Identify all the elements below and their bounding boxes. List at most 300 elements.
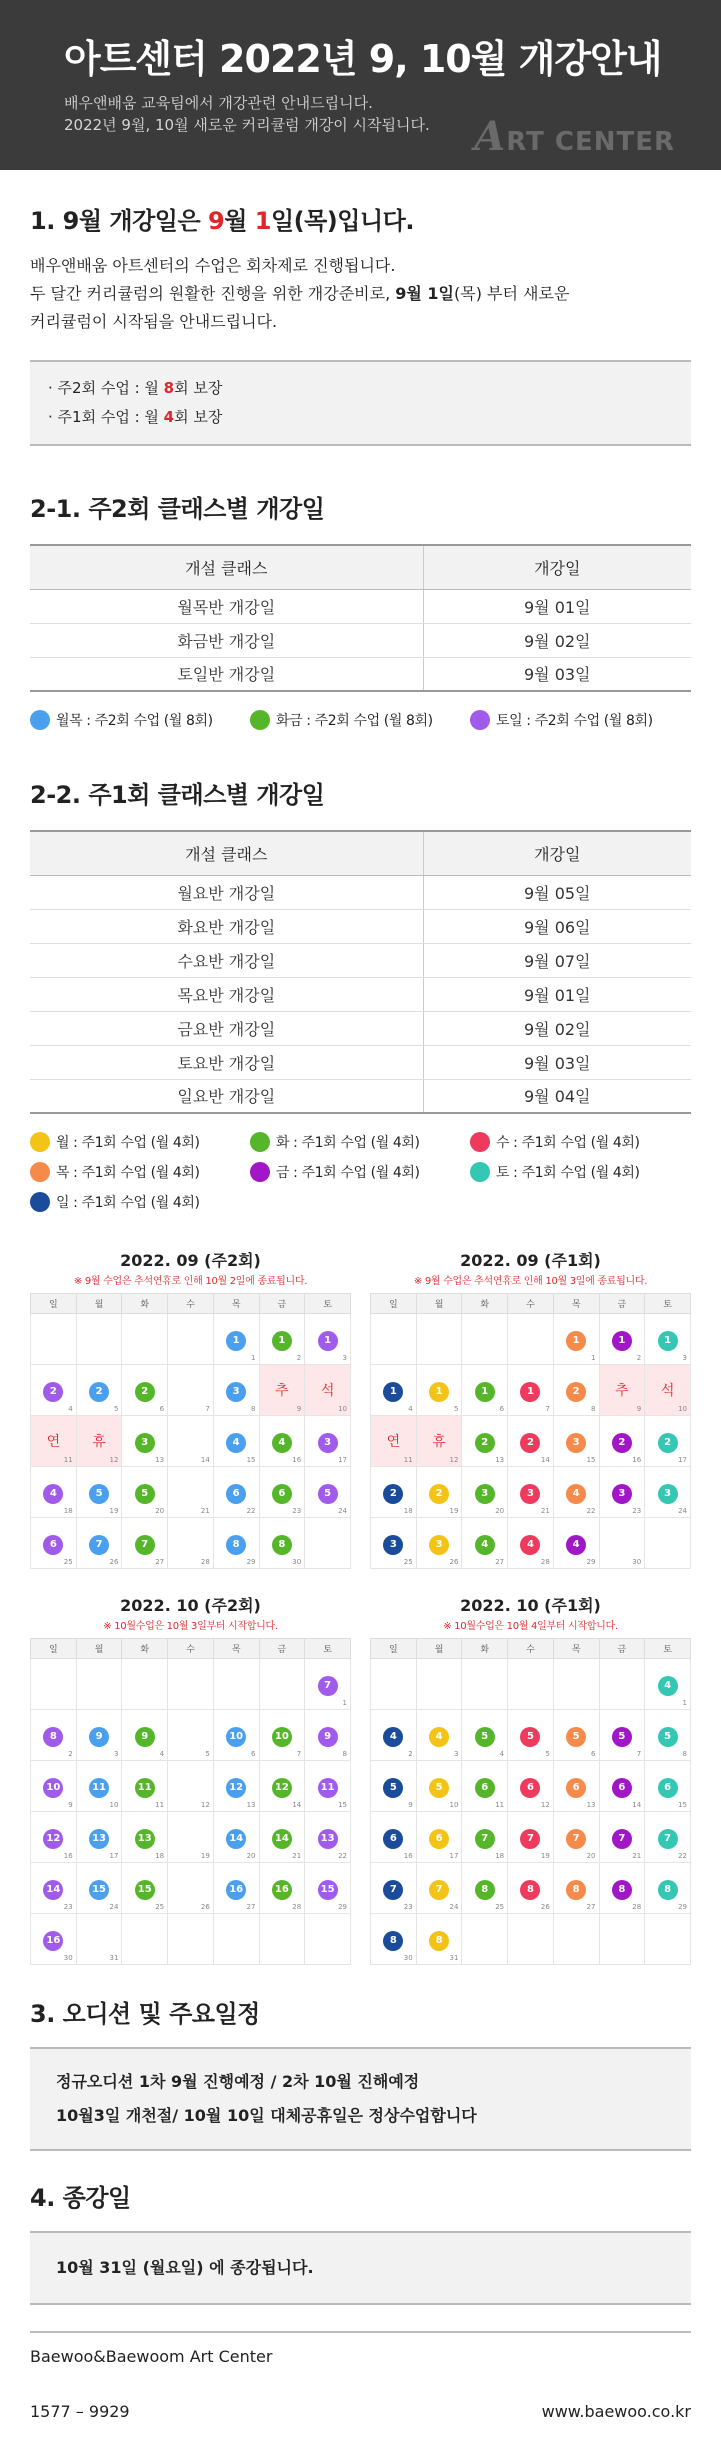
weekday-header: 수 bbox=[168, 1294, 214, 1314]
legend-dot-icon bbox=[30, 1162, 50, 1182]
calendar-day bbox=[371, 1416, 417, 1467]
calendar-day bbox=[508, 1467, 554, 1518]
day-number: 30 bbox=[632, 1558, 642, 1566]
calendar-week bbox=[31, 1710, 351, 1761]
calendar-day bbox=[213, 1365, 259, 1416]
day-number: 17 bbox=[678, 1456, 687, 1464]
section-2-1-title: 2-1. 주2회 클래스별 개강일 bbox=[30, 495, 325, 523]
calendar-day bbox=[416, 1365, 462, 1416]
calendar-day bbox=[168, 1914, 214, 1965]
calendar-day bbox=[31, 1314, 77, 1365]
day-number: 11 bbox=[63, 1456, 73, 1464]
weekday-header: 금 bbox=[259, 1294, 305, 1314]
weekday-header: 토 bbox=[645, 1294, 691, 1314]
calendar-day bbox=[508, 1518, 554, 1569]
calendar-week bbox=[31, 1416, 351, 1467]
class-session-marker: 3 bbox=[658, 1484, 678, 1504]
calendar-note: ※ 9월 수업은 추석연휴로 인해 10월 3일에 종료됩니다. bbox=[413, 1276, 648, 1287]
weekday-header: 토 bbox=[305, 1294, 351, 1314]
class-session-marker: 13 bbox=[135, 1829, 155, 1849]
class-session-marker: 15 bbox=[89, 1880, 109, 1900]
calendar-day bbox=[416, 1467, 462, 1518]
calendar-day bbox=[645, 1761, 691, 1812]
legend-label: 수 : 주1회 수업 (월 4회) bbox=[496, 1135, 640, 1151]
class-session-marker: 1 bbox=[318, 1331, 338, 1351]
day-number: 9 bbox=[68, 1801, 73, 1809]
class-session-marker: 1 bbox=[658, 1331, 678, 1351]
day-number: 4 bbox=[499, 1750, 505, 1758]
class-session-marker: 11 bbox=[135, 1778, 155, 1798]
day-number: 15 bbox=[338, 1801, 347, 1809]
class-session-marker: 14 bbox=[226, 1829, 246, 1849]
legend-item bbox=[30, 710, 250, 730]
calendar-week bbox=[371, 1812, 691, 1863]
class-session-marker: 8 bbox=[226, 1535, 246, 1555]
legend-dot-icon bbox=[30, 1132, 50, 1152]
section-1-paragraph bbox=[30, 252, 691, 336]
month-calendar bbox=[370, 1242, 691, 1569]
calendar-day bbox=[462, 1314, 508, 1365]
legend-label: 월 : 주1회 수업 (월 4회) bbox=[56, 1135, 200, 1151]
calendar-day bbox=[599, 1914, 645, 1965]
calendar-day bbox=[462, 1863, 508, 1914]
day-number: 27 bbox=[246, 1903, 256, 1911]
month-calendar bbox=[370, 1587, 691, 1965]
calendar-day bbox=[645, 1365, 691, 1416]
calendar-day bbox=[31, 1467, 77, 1518]
calendar-table bbox=[370, 1638, 691, 1965]
day-number: 2 bbox=[636, 1354, 642, 1362]
day-number: 16 bbox=[632, 1456, 642, 1464]
day-number: 23 bbox=[632, 1507, 642, 1515]
calendar-day bbox=[462, 1710, 508, 1761]
weekday-header: 금 bbox=[599, 1294, 645, 1314]
calendar-day bbox=[76, 1314, 122, 1365]
calendar-day bbox=[599, 1365, 645, 1416]
calendar-day bbox=[645, 1710, 691, 1761]
opening-date-cell: 9월 05일 bbox=[423, 875, 691, 909]
calendar-day bbox=[553, 1518, 599, 1569]
calendar-week bbox=[371, 1710, 691, 1761]
class-session-marker: 13 bbox=[89, 1829, 109, 1849]
calendar-day bbox=[259, 1863, 305, 1914]
legend-item bbox=[470, 1132, 691, 1152]
day-number: 14 bbox=[632, 1801, 642, 1809]
day-number: 12 bbox=[200, 1801, 210, 1809]
calendar-day bbox=[305, 1659, 351, 1710]
calendar-day bbox=[31, 1812, 77, 1863]
opening-date-cell: 9월 06일 bbox=[423, 909, 691, 943]
para-bold-date: 9월 1일 bbox=[395, 284, 455, 303]
class-session-marker: 4 bbox=[520, 1535, 540, 1555]
calendar-day bbox=[122, 1659, 168, 1710]
table-row bbox=[30, 943, 691, 977]
calendar-day bbox=[416, 1710, 462, 1761]
art-center-logo bbox=[474, 113, 675, 160]
class-session-marker: 4 bbox=[658, 1676, 678, 1696]
calendar-title: 2022. 09 (주1회) bbox=[460, 1251, 601, 1270]
calendar-day bbox=[305, 1467, 351, 1518]
weekday-row bbox=[371, 1294, 691, 1314]
col-header-date: 개강일 bbox=[423, 545, 691, 589]
day-number: 18 bbox=[155, 1852, 165, 1860]
calendar-day bbox=[645, 1416, 691, 1467]
day-number: 12 bbox=[540, 1801, 550, 1809]
class-session-marker: 2 bbox=[566, 1382, 586, 1402]
class-session-marker: 7 bbox=[612, 1829, 632, 1849]
calendar-day bbox=[213, 1467, 259, 1518]
class-session-marker: 11 bbox=[318, 1778, 338, 1798]
day-number: 28 bbox=[540, 1558, 550, 1566]
audition-schedule-box bbox=[30, 2047, 691, 2151]
weekday-header: 월 bbox=[416, 1294, 462, 1314]
calendar-day bbox=[599, 1863, 645, 1914]
calendar-day bbox=[305, 1812, 351, 1863]
calendar-day bbox=[76, 1914, 122, 1965]
weekday-header: 수 bbox=[508, 1294, 554, 1314]
day-number: 11 bbox=[403, 1456, 413, 1464]
calendar-day bbox=[122, 1812, 168, 1863]
class-name-cell: 화금반 개강일 bbox=[30, 623, 423, 657]
para-line: 커리큘럼이 시작됨을 안내드립니다. bbox=[30, 312, 278, 331]
calendar-day bbox=[305, 1365, 351, 1416]
day-number: 8 bbox=[251, 1405, 256, 1413]
weekday-header: 목 bbox=[553, 1639, 599, 1659]
legend-dot-icon bbox=[470, 1162, 490, 1182]
calendar-day bbox=[76, 1518, 122, 1569]
day-number: 11 bbox=[495, 1801, 505, 1809]
weekday-header: 목 bbox=[213, 1639, 259, 1659]
calendar-day bbox=[416, 1863, 462, 1914]
day-number: 1 bbox=[591, 1354, 596, 1362]
calendar-day bbox=[462, 1914, 508, 1965]
class-session-marker: 1 bbox=[520, 1382, 540, 1402]
calendar-day bbox=[168, 1416, 214, 1467]
calendar-week bbox=[371, 1314, 691, 1365]
day-number: 24 bbox=[449, 1903, 459, 1911]
day-number: 22 bbox=[586, 1507, 596, 1515]
month-calendar bbox=[30, 1587, 351, 1965]
class-session-marker: 7 bbox=[520, 1829, 540, 1849]
calendar-day bbox=[122, 1314, 168, 1365]
day-number: 10 bbox=[678, 1405, 687, 1413]
calendar-day bbox=[371, 1710, 417, 1761]
class-name-cell: 수요반 개강일 bbox=[30, 943, 423, 977]
day-number: 2 bbox=[296, 1354, 302, 1362]
class-session-marker: 12 bbox=[272, 1778, 292, 1798]
class-session-marker: 5 bbox=[475, 1727, 495, 1747]
header-sub-line-2: 2022년 9월, 10월 새로운 커리큘럼 개강이 시작됩니다. bbox=[64, 116, 430, 134]
calendar-day bbox=[122, 1863, 168, 1914]
day-number: 20 bbox=[495, 1507, 505, 1515]
section-auditions bbox=[0, 1997, 721, 2305]
day-number: 2 bbox=[408, 1750, 413, 1758]
calendar-day bbox=[599, 1761, 645, 1812]
title-part: 월 bbox=[224, 207, 255, 235]
month-calendar bbox=[30, 1242, 351, 1569]
class-session-marker: 16 bbox=[43, 1931, 63, 1951]
class-session-marker: 8 bbox=[43, 1727, 63, 1747]
class-session-marker: 4 bbox=[429, 1727, 449, 1747]
day-number: 6 bbox=[251, 1750, 256, 1758]
day-number: 22 bbox=[338, 1852, 347, 1860]
legend-label: 화 : 주1회 수업 (월 4회) bbox=[276, 1135, 420, 1151]
calendar-day bbox=[462, 1467, 508, 1518]
notice-text: · 주1회 수업 : 월 bbox=[48, 408, 164, 426]
class-session-marker: 5 bbox=[566, 1727, 586, 1747]
calendar-day bbox=[371, 1365, 417, 1416]
notice-text: · 주2회 수업 : 월 bbox=[48, 379, 164, 397]
calendar-week bbox=[371, 1416, 691, 1467]
class-session-marker: 10 bbox=[43, 1778, 63, 1798]
class-session-marker: 15 bbox=[318, 1880, 338, 1900]
calendar-day bbox=[599, 1710, 645, 1761]
day-number: 5 bbox=[113, 1405, 119, 1413]
class-session-marker: 4 bbox=[43, 1484, 63, 1504]
class-session-marker: 10 bbox=[226, 1727, 246, 1747]
calendar-title: 2022. 09 (주2회) bbox=[120, 1251, 261, 1270]
calendar-day bbox=[31, 1365, 77, 1416]
opening-date-cell: 9월 04일 bbox=[423, 1079, 691, 1113]
calendar-day bbox=[31, 1914, 77, 1965]
title-part: 일(목)입니다. bbox=[270, 207, 414, 235]
weekday-row bbox=[31, 1639, 351, 1659]
class-session-marker: 5 bbox=[429, 1778, 449, 1798]
day-number: 23 bbox=[403, 1903, 413, 1911]
calendar-day bbox=[76, 1761, 122, 1812]
day-number: 27 bbox=[155, 1558, 165, 1566]
class-session-marker: 9 bbox=[135, 1727, 155, 1747]
footer-url[interactable]: www.baewoo.co.kr bbox=[541, 2402, 691, 2421]
class-session-marker: 1 bbox=[383, 1382, 403, 1402]
day-number: 25 bbox=[63, 1558, 73, 1566]
weekday-header: 월 bbox=[76, 1294, 122, 1314]
class-session-marker: 16 bbox=[226, 1880, 246, 1900]
legend-item bbox=[250, 1132, 470, 1152]
calendar-note: ※ 10월수업은 10월 3일부터 시작합니다. bbox=[103, 1621, 278, 1632]
opening-date-cell: 9월 03일 bbox=[423, 657, 691, 691]
calendar-day bbox=[371, 1914, 417, 1965]
calendar-day bbox=[645, 1659, 691, 1710]
logo-letter: A bbox=[474, 113, 507, 160]
opening-date-cell: 9월 07일 bbox=[423, 943, 691, 977]
calendar-day bbox=[553, 1467, 599, 1518]
calendar-day bbox=[553, 1863, 599, 1914]
class-session-marker: 6 bbox=[43, 1535, 63, 1555]
calendar-week bbox=[371, 1659, 691, 1710]
day-number: 27 bbox=[495, 1558, 505, 1566]
day-number: 25 bbox=[403, 1558, 413, 1566]
title-red-day: 1 bbox=[254, 207, 271, 235]
calendar-week bbox=[31, 1518, 351, 1569]
para-text: (목) 부터 새로운 bbox=[454, 284, 570, 303]
footer bbox=[30, 2331, 691, 2441]
calendar-week bbox=[371, 1518, 691, 1569]
calendar-day bbox=[213, 1659, 259, 1710]
calendar-day bbox=[122, 1761, 168, 1812]
footer-phone[interactable]: 1577 – 9929 bbox=[30, 2402, 130, 2421]
day-number: 31 bbox=[109, 1954, 119, 1962]
weekday-header: 화 bbox=[462, 1294, 508, 1314]
weekday-header: 화 bbox=[122, 1639, 168, 1659]
class-session-marker: 6 bbox=[272, 1484, 292, 1504]
day-number: 23 bbox=[63, 1903, 73, 1911]
calendar-day bbox=[305, 1863, 351, 1914]
day-number: 29 bbox=[246, 1558, 256, 1566]
day-number: 17 bbox=[449, 1852, 459, 1860]
class-session-marker: 6 bbox=[383, 1829, 403, 1849]
calendar-day bbox=[122, 1416, 168, 1467]
para-line bbox=[30, 280, 691, 308]
day-number: 29 bbox=[338, 1903, 347, 1911]
calendar-day bbox=[168, 1659, 214, 1710]
calendar-day bbox=[31, 1659, 77, 1710]
day-number: 26 bbox=[449, 1558, 459, 1566]
calendar-day bbox=[122, 1914, 168, 1965]
day-number: 24 bbox=[338, 1507, 347, 1515]
day-number: 5 bbox=[205, 1750, 210, 1758]
section-1-title bbox=[30, 204, 691, 238]
legend-label: 일 : 주1회 수업 (월 4회) bbox=[56, 1195, 200, 1211]
notice-red-count: 4 bbox=[163, 408, 175, 426]
calendar-day bbox=[645, 1518, 691, 1569]
calendar-table bbox=[30, 1293, 351, 1569]
calendar-day bbox=[416, 1659, 462, 1710]
class-session-marker: 3 bbox=[612, 1484, 632, 1504]
calendar-day bbox=[462, 1416, 508, 1467]
class-session-marker: 8 bbox=[520, 1880, 540, 1900]
class-session-marker: 1 bbox=[475, 1382, 495, 1402]
calendar-day bbox=[168, 1365, 214, 1416]
class-session-marker: 5 bbox=[520, 1727, 540, 1747]
calendar-day bbox=[168, 1467, 214, 1518]
weekday-row bbox=[31, 1294, 351, 1314]
section-3-title: 3. 오디션 및 주요일정 bbox=[30, 2000, 260, 2028]
calendar-day bbox=[553, 1914, 599, 1965]
weekday-row bbox=[371, 1639, 691, 1659]
class-session-marker: 2 bbox=[658, 1433, 678, 1453]
legend-dot-icon bbox=[30, 710, 50, 730]
day-number: 15 bbox=[678, 1801, 687, 1809]
table-row bbox=[30, 657, 691, 691]
class-session-marker: 5 bbox=[612, 1727, 632, 1747]
day-number: 19 bbox=[540, 1852, 550, 1860]
day-number: 3 bbox=[113, 1750, 119, 1758]
class-name-cell: 일요반 개강일 bbox=[30, 1079, 423, 1113]
class-session-marker: 11 bbox=[89, 1778, 109, 1798]
class-session-marker: 3 bbox=[226, 1382, 246, 1402]
col-header-class: 개설 클래스 bbox=[30, 545, 423, 589]
calendar-day bbox=[599, 1659, 645, 1710]
day-number: 23 bbox=[292, 1507, 302, 1515]
day-number: 13 bbox=[586, 1801, 596, 1809]
notice-text: 회 보장 bbox=[174, 379, 223, 397]
calendar-day bbox=[508, 1659, 554, 1710]
day-number: 4 bbox=[408, 1405, 413, 1413]
class-session-marker: 10 bbox=[272, 1727, 292, 1747]
calendar-day bbox=[416, 1812, 462, 1863]
class-session-marker: 4 bbox=[475, 1535, 495, 1555]
calendar-day bbox=[508, 1761, 554, 1812]
day-number: 16 bbox=[403, 1852, 413, 1860]
day-number: 28 bbox=[292, 1903, 302, 1911]
legend-dot-icon bbox=[30, 1192, 50, 1212]
day-number: 12 bbox=[449, 1456, 459, 1464]
class-name-cell: 월요반 개강일 bbox=[30, 875, 423, 909]
calendar-week bbox=[371, 1761, 691, 1812]
day-number: 18 bbox=[63, 1507, 73, 1515]
calendar-day bbox=[31, 1710, 77, 1761]
weekday-header: 일 bbox=[371, 1639, 417, 1659]
calendar-day bbox=[213, 1761, 259, 1812]
calendar-note: ※ 9월 수업은 추석연휴로 인해 10월 2일에 종료됩니다. bbox=[73, 1276, 308, 1287]
day-number: 16 bbox=[63, 1852, 73, 1860]
calendar-day bbox=[371, 1761, 417, 1812]
legend-item bbox=[30, 1192, 250, 1212]
class-session-marker: 7 bbox=[566, 1829, 586, 1849]
day-number: 20 bbox=[246, 1852, 256, 1860]
legend-label: 목 : 주1회 수업 (월 4회) bbox=[56, 1165, 200, 1181]
weekday-header: 금 bbox=[259, 1639, 305, 1659]
day-number: 8 bbox=[682, 1750, 687, 1758]
day-number: 29 bbox=[678, 1903, 687, 1911]
opening-date-cell: 9월 01일 bbox=[423, 589, 691, 623]
calendar-day bbox=[416, 1416, 462, 1467]
calendar-day bbox=[213, 1314, 259, 1365]
legend-dot-icon bbox=[250, 710, 270, 730]
table-row bbox=[30, 623, 691, 657]
calendar-week bbox=[31, 1659, 351, 1710]
day-number: 7 bbox=[545, 1405, 550, 1413]
calendar-day bbox=[553, 1710, 599, 1761]
class-session-marker: 8 bbox=[658, 1880, 678, 1900]
class-session-marker: 8 bbox=[272, 1535, 292, 1555]
calendar-day bbox=[213, 1416, 259, 1467]
table-row bbox=[30, 1011, 691, 1045]
calendar-day bbox=[416, 1518, 462, 1569]
weekday-header: 토 bbox=[645, 1639, 691, 1659]
day-number: 17 bbox=[338, 1456, 347, 1464]
day-number: 1 bbox=[342, 1699, 347, 1707]
day-number: 28 bbox=[632, 1903, 642, 1911]
day-number: 27 bbox=[586, 1903, 596, 1911]
calendar-day bbox=[508, 1812, 554, 1863]
class-session-marker: 1 bbox=[566, 1331, 586, 1351]
calendar-table bbox=[30, 1638, 351, 1965]
weekday-header: 목 bbox=[553, 1294, 599, 1314]
legend-dot-icon bbox=[470, 710, 490, 730]
calendar-day bbox=[122, 1365, 168, 1416]
calendar-day bbox=[305, 1314, 351, 1365]
class-name-cell: 월목반 개강일 bbox=[30, 589, 423, 623]
class-name-cell: 토요반 개강일 bbox=[30, 1045, 423, 1079]
legend-item bbox=[250, 1162, 470, 1182]
class-session-marker: 3 bbox=[383, 1535, 403, 1555]
class-session-marker: 7 bbox=[135, 1535, 155, 1555]
day-number: 5 bbox=[545, 1750, 550, 1758]
once-weekly-legend bbox=[30, 1132, 691, 1222]
holiday-label: 휴 bbox=[432, 1434, 446, 1450]
class-session-marker: 8 bbox=[429, 1931, 449, 1951]
class-session-marker: 2 bbox=[135, 1382, 155, 1402]
calendar-day bbox=[553, 1416, 599, 1467]
calendar-day bbox=[553, 1314, 599, 1365]
table-row bbox=[30, 1079, 691, 1113]
class-session-marker: 6 bbox=[429, 1829, 449, 1849]
day-number: 8 bbox=[342, 1750, 347, 1758]
legend-item bbox=[470, 1162, 691, 1182]
day-number: 26 bbox=[109, 1558, 119, 1566]
